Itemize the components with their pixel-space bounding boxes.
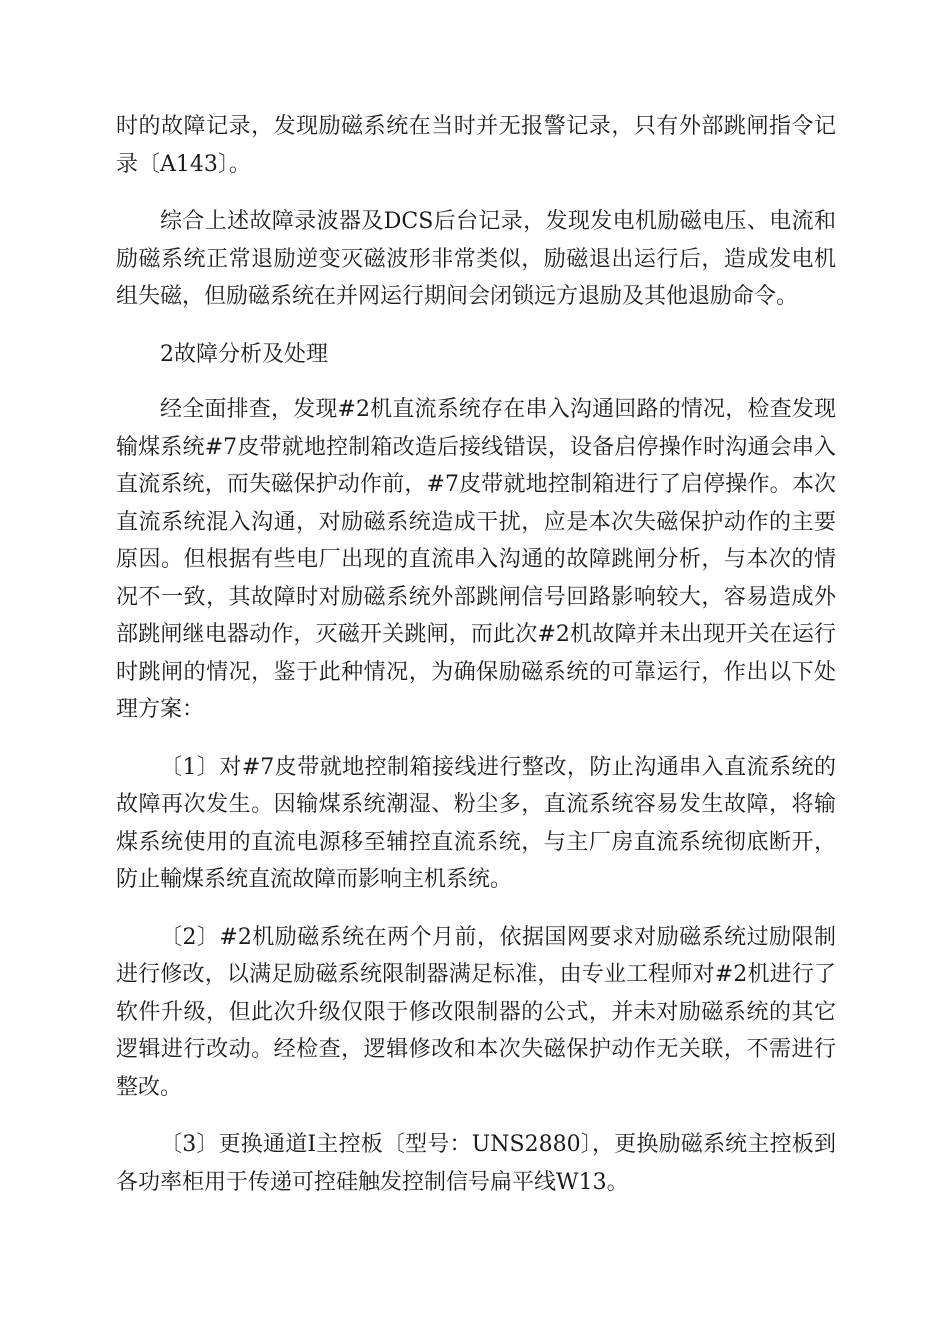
- paragraph-measure-2: 〔2〕#2机励磁系统在两个月前，依据国网要求对励磁系统过励限制进行修改，以满足励磁系统限制器满足标准，由专业工程师对#2机进行了软件升级，但此次升级仅限于修改限制器的公式，并未对励磁系统的其它逻辑进行改动。经检查，逻辑修改和本次失磁保护动作无关联，不需进行整改。: [116, 924, 836, 1100]
- paragraph-measure-1: 〔1〕对#7皮带就地控制箱接线进行整改，防止沟通串入直流系统的故障再次发生。因输煤系统潮湿、粉尘多，直流系统容易发生故障，将输煤系统使用的直流电源移至辅控直流系统，与主厂房直流系统彻底断开，防止輸煤系统直流故障而影响主机系统。: [116, 754, 836, 892]
- paragraph-measure-3: 〔3〕更换通道Ⅰ主控板〔型号：UNS2880〕，更换励磁系统主控板到各功率柜用于传递可控硅触发控制信号扁平线W13。: [116, 1132, 836, 1195]
- paragraph-summary: 综合上述故障录波器及DCS后台记录，发现发电机励磁电压、电流和励磁系统正常退励逆变灭磁波形非常类似，励磁退出运行后，造成发电机组失磁，但励磁系统在并网运行期间会闭锁远方退励及其他退励命令。: [116, 209, 836, 309]
- section-heading: 2故障分析及处理: [160, 341, 328, 367]
- document-body: [116, 108, 836, 1221]
- paragraph-fault-record: 时的故障记录，发现励磁系统在当时并无报警记录，只有外部跳闸指令记录〔A143〕。: [116, 114, 836, 177]
- paragraph-investigation: 经全面排查，发现#2机直流系统存在串入沟通回路的情况，检查发现输煤系统#7皮带就地控制箱改造后接线错误，设备启停操作时沟通会串入直流系统，而失磁保护动作前，#7皮带就地控制箱进行了启停操作。本次直流系统混入沟通，对励磁系统造成干扰，应是本次失磁保护动作的主要原因。但根据有些电厂出现的直流串入沟通的故障跳闸分析，与本次的情况不一致，其故障时对励磁系统外部跳闸信号回路影响较大，容易造成外部跳闸继电器动作，灭磁开关跳闸，而此次#2机故障并未出现开关在运行时跳闸的情况，鉴于此种情况，为确保励磁系统的可靠运行，作出以下处理方案：: [116, 397, 836, 722]
